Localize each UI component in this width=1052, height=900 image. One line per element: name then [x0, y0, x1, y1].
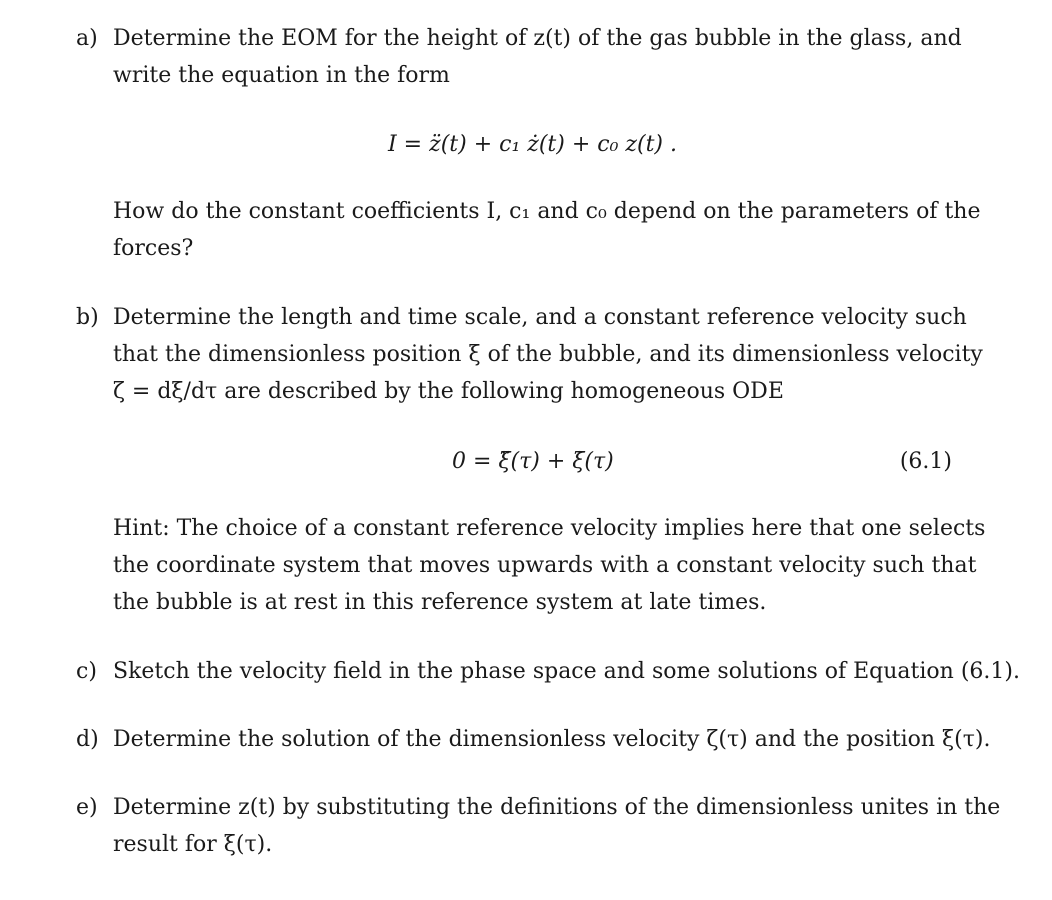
part-e-line-1: Determine z(t) by substituting the definitions of the dimensionless unites in the — [113, 795, 1001, 820]
part-d-line-1: Determine the solution of the dimensionless velocity ζ(τ) and the position ξ(τ). — [113, 727, 991, 752]
part-b-line-1: Determine the length and time scale, and a constant reference velocity such — [113, 305, 967, 330]
part-b-text — [113, 299, 983, 410]
part-a-label: a) — [76, 26, 98, 51]
part-c-text — [113, 653, 1020, 690]
part-b-label: b) — [76, 305, 99, 330]
part-c-label: c) — [76, 659, 97, 684]
part-a-followup-line-2: forces? — [113, 236, 194, 261]
part-d-label: d) — [76, 727, 99, 752]
part-c-line-1: Sketch the velocity field in the phase space and some solutions of Equation (6.1). — [113, 659, 1020, 684]
part-b-hint-line-2: the coordinate system that moves upwards with a constant velocity such that — [113, 553, 977, 578]
part-a-followup-line-1: How do the constant coefficients I, c₁ and c₀ depend on the parameters of the — [113, 199, 981, 224]
part-e-label: e) — [76, 795, 98, 820]
part-e-line-2: result for ξ(τ). — [113, 832, 273, 857]
part-a-followup-text — [113, 193, 981, 267]
part-a-equation: I = z̈(t) + c₁ ż(t) + c₀ z(t) . — [388, 132, 677, 157]
part-b-line-3: ζ = dξ/dτ are described by the following homogeneous ODE — [113, 379, 784, 404]
part-e-text — [113, 789, 1001, 863]
part-a-line-2: write the equation in the form — [113, 63, 450, 88]
part-b-hint-text — [113, 510, 986, 621]
part-a-line-1: Determine the EOM for the height of z(t) of the gas bubble in the glass, and — [113, 26, 962, 51]
part-b-hint-line-1: Hint: The choice of a constant reference velocity implies here that one selects — [113, 516, 986, 541]
part-d-text — [113, 721, 991, 758]
part-b-hint-line-3: the bubble is at rest in this reference system at late times. — [113, 590, 767, 615]
equation-number: (6.1) — [899, 449, 952, 474]
part-b-equation: 0 = ξ̈(τ) + ξ̇(τ) — [452, 449, 614, 474]
part-a-text — [113, 20, 962, 94]
part-b-line-2: that the dimensionless position ξ of the bubble, and its dimensionless velocity — [113, 342, 983, 367]
